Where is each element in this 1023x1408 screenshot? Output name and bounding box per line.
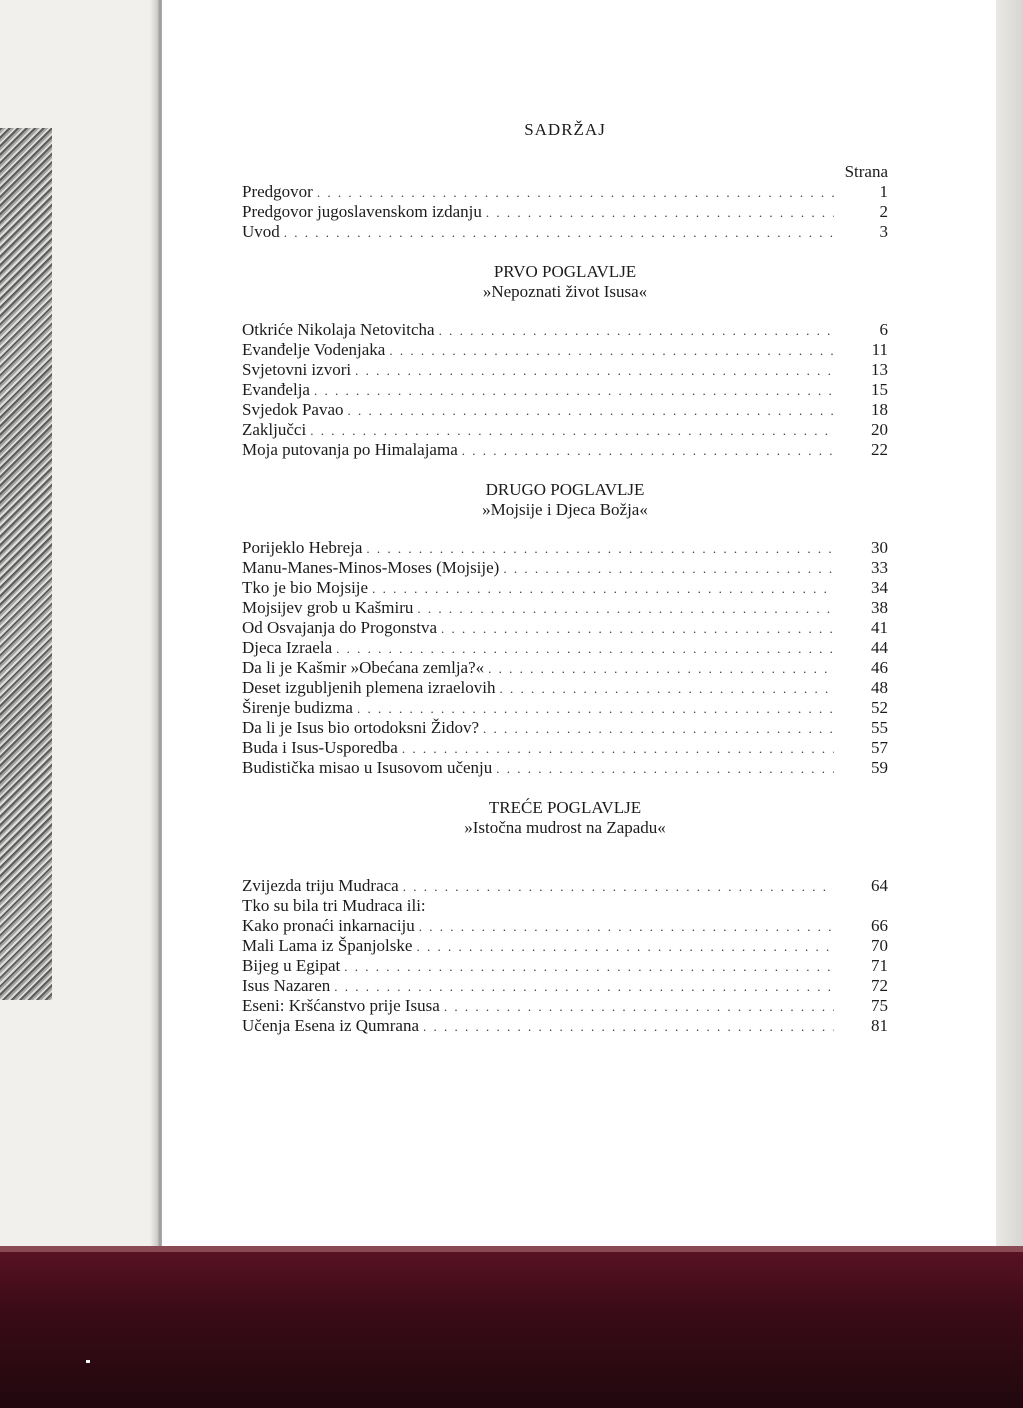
entry-label: Mali Lama iz Španjolske (242, 936, 413, 955)
dot-leader (336, 639, 834, 659)
entry-page: 75 (871, 996, 888, 1015)
entry-page: 38 (871, 598, 888, 617)
dot-leader (444, 997, 834, 1017)
dot-leader (372, 579, 834, 599)
toc-entry (242, 658, 888, 678)
entry-label: Moja putovanja po Himalajama (242, 440, 458, 459)
toc-entry (242, 916, 888, 936)
dot-leader (439, 321, 834, 341)
toc-entry (242, 738, 888, 758)
entry-label: Bijeg u Egipat (242, 956, 341, 975)
entry-label: Zaključci (242, 420, 307, 439)
toc-entry (242, 976, 888, 996)
entry-page: 33 (871, 558, 888, 577)
entry-page: 11 (871, 340, 888, 359)
dot-leader (462, 441, 834, 461)
toc-entry (242, 380, 888, 400)
entry-page: 1 (879, 182, 888, 201)
toc-entry (242, 400, 888, 420)
entry-page: 52 (871, 698, 888, 717)
entry-label: Mojsijev grob u Kašmiru (242, 598, 414, 617)
entry-label: Manu-Manes-Minos-Moses (Mojsije) (242, 558, 500, 577)
toc-entry (242, 638, 888, 658)
entry-label: Da li je Kašmir »Obećana zemlja?« (242, 658, 485, 677)
toc-entry (242, 996, 888, 1016)
toc-entry (242, 1016, 888, 1036)
entry-label: Djeca Izraela (242, 638, 333, 657)
entry-page: 81 (871, 1016, 888, 1035)
dot-leader (419, 917, 834, 937)
toc-entry (242, 678, 888, 698)
entry-label: Zvijezda triju Mudraca (242, 876, 399, 895)
entry-page: 15 (871, 380, 888, 399)
entry-label: Uvod (242, 222, 280, 241)
toc-entry (242, 758, 888, 778)
dot-leader (348, 401, 834, 421)
entry-page: 22 (871, 440, 888, 459)
entry-page: 46 (871, 658, 888, 677)
previous-page-photo-fragment (0, 128, 52, 1000)
entry-label: Svjetovni izvori (242, 360, 352, 379)
dot-leader (355, 361, 834, 381)
chapter-heading: DRUGO POGLAVLJE (485, 480, 645, 499)
dot-leader (344, 957, 834, 977)
entry-page: 48 (871, 678, 888, 697)
entry-label: Tko je bio Mojsije (242, 578, 369, 597)
dot-leader (357, 699, 834, 719)
dot-leader (441, 619, 834, 639)
entry-page: 30 (871, 538, 888, 557)
entry-page: 72 (871, 976, 888, 995)
entry-page: 44 (871, 638, 888, 657)
toc-entry (242, 222, 888, 242)
entry-label: Eseni: Kršćanstvo prije Isusa (242, 996, 440, 1015)
entry-label: Deset izgubljenih plemena izraelovih (242, 678, 496, 697)
toc-entry (242, 936, 888, 956)
dot-leader (423, 1017, 834, 1037)
intro-section (242, 182, 888, 242)
toc-entry (242, 698, 888, 718)
toc-entry (242, 538, 888, 558)
entry-label: Svjedok Pavao (242, 400, 344, 419)
chapter-1-section (242, 262, 888, 460)
entry-page: 6 (879, 320, 888, 339)
page-column-header: Strana (844, 162, 888, 181)
entry-label: Otkriće Nikolaja Netovitcha (242, 320, 435, 339)
dot-leader (317, 183, 834, 203)
entry-label: Predgovor (242, 182, 313, 201)
toc-entry (242, 618, 888, 638)
chapter-subtitle: »Nepoznati život Isusa« (482, 282, 648, 301)
chapter-subtitle: »Istočna mudrost na Zapadu« (464, 818, 666, 837)
toc-entry (242, 360, 888, 380)
entry-label: Buda i Isus-Usporedba (242, 738, 398, 757)
entry-label: Porijeklo Hebreja (242, 538, 363, 557)
toc-entry (242, 320, 888, 340)
entry-page: 2 (879, 202, 888, 221)
toc-entry (242, 182, 888, 202)
dot-leader (483, 719, 834, 739)
entry-page: 41 (871, 618, 888, 637)
dot-leader (403, 877, 834, 897)
dot-leader (416, 937, 834, 957)
dot-leader (366, 539, 834, 559)
entry-page: 71 (871, 956, 888, 975)
entry-page: 57 (871, 738, 888, 757)
entry-label: Kako pronaći inkarnaciju (242, 916, 415, 935)
table-of-contents (242, 120, 888, 1036)
entry-label: Isus Nazaren (242, 976, 331, 995)
toc-entry (242, 578, 888, 598)
page-edge (996, 0, 1023, 1246)
toc-entry (242, 558, 888, 578)
toc-entry (242, 956, 888, 976)
toc-title: SADRŽAJ (524, 120, 606, 139)
entry-label: Tko su bila tri Mudraca ili: (242, 896, 426, 915)
toc-entry (242, 718, 888, 738)
entry-page: 20 (871, 420, 888, 439)
entry-label: Evanđelje Vodenjaka (242, 340, 386, 359)
entry-page: 55 (871, 718, 888, 737)
table-surface (0, 1246, 1023, 1408)
dot-leader (389, 341, 834, 361)
entry-label: Učenja Esena iz Qumrana (242, 1016, 419, 1035)
dust-speck (86, 1360, 90, 1363)
entry-page: 3 (879, 222, 888, 241)
dot-leader (314, 381, 834, 401)
entry-label: Da li je Isus bio ortodoksni Židov? (242, 718, 480, 737)
chapter-3-section (242, 798, 888, 1036)
entry-page: 13 (871, 360, 888, 379)
toc-entry (242, 340, 888, 360)
toc-entry (242, 440, 888, 460)
entry-page: 34 (871, 578, 888, 597)
entry-page: 66 (871, 916, 888, 935)
dot-leader (284, 223, 834, 243)
toc-entry (242, 598, 888, 618)
chapter-subtitle: »Mojsije i Djeca Božja« (482, 500, 648, 519)
dot-leader (402, 739, 834, 759)
entry-page: 18 (871, 400, 888, 419)
dot-leader (488, 659, 834, 679)
entry-page: 70 (871, 936, 888, 955)
entry-page: 59 (871, 758, 888, 777)
dot-leader (496, 759, 834, 779)
dot-leader (334, 977, 834, 997)
entry-label: Predgovor jugoslavenskom izdanju (242, 202, 482, 221)
entry-label: Evanđelja (242, 380, 310, 399)
chapter-2-section (242, 480, 888, 778)
dot-leader (310, 421, 834, 441)
dot-leader (486, 203, 834, 223)
entry-label: Širenje budizma (242, 698, 353, 717)
dot-leader (417, 599, 834, 619)
chapter-heading: PRVO POGLAVLJE (493, 262, 637, 281)
chapter-heading: TREĆE POGLAVLJE (488, 798, 642, 817)
dot-leader (503, 559, 834, 579)
entry-label: Od Osvajanja do Progonstva (242, 618, 438, 637)
toc-entry (242, 420, 888, 440)
entry-page: 64 (871, 876, 888, 895)
toc-entry (242, 876, 888, 896)
dot-leader (500, 679, 835, 699)
entry-label: Budistička misao u Isusovom učenju (242, 758, 493, 777)
toc-entry (242, 202, 888, 222)
toc-entry (242, 896, 888, 916)
